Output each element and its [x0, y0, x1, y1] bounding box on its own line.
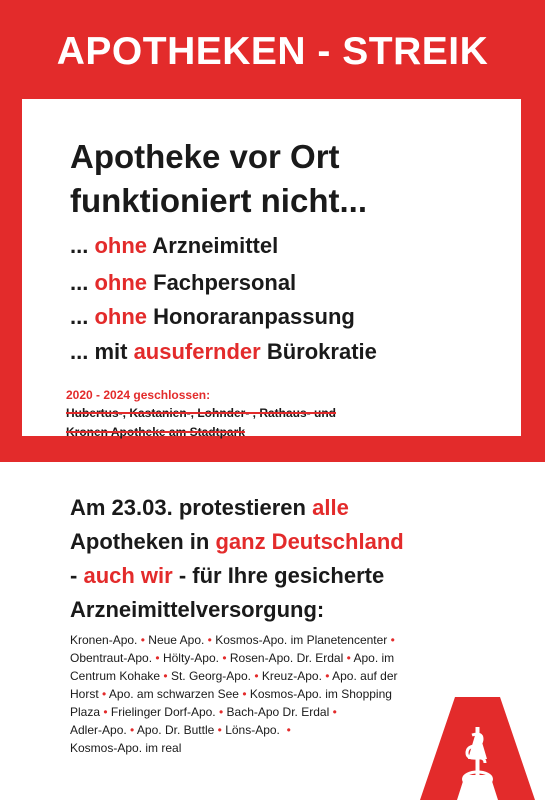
- bullet-item: ... mit ausufernder Bürokratie: [70, 339, 377, 364]
- pharmacy-list-line: Centrum Kohake • St. Georg-Apo. • Kreuz-Apo. • Apo. auf der: [70, 669, 398, 683]
- closed-title: 2020 - 2024 geschlossen:: [66, 388, 211, 402]
- bullet-item: ... ohne Fachpersonal: [70, 270, 297, 295]
- bullet-item: ... ohne Honoraranpassung: [70, 304, 355, 329]
- pharmacy-list-line: Kosmos-Apo. im real: [70, 741, 182, 755]
- bullet-highlight: ohne: [94, 233, 148, 258]
- closed-list-line-2: Kronen Apotheke am Stadtpark: [66, 425, 245, 439]
- pharmacy-list-line: Obentraut-Apo. • Hölty-Apo. • Rosen-Apo. Dr. Erdal • Apo. im: [70, 651, 395, 665]
- headline-line-1: Apotheke vor Ort: [70, 138, 340, 175]
- protest-line-2: Apotheken in ganz Deutschland: [70, 529, 404, 554]
- apotheke-a-logo-icon: [420, 697, 535, 800]
- bullet-highlight: ohne: [94, 304, 148, 329]
- protest-line-1: Am 23.03. protestieren alle: [70, 495, 349, 520]
- protest-line-3: - auch wir - für Ihre gesicherte: [70, 563, 385, 588]
- bullet-item: ... ohne Arzneimittel: [70, 233, 279, 258]
- closed-list-line-1: Hubertus-, Kastanien-, Lohnder- , Rathaus- und: [66, 406, 337, 420]
- pharmacy-list-line: Kronen-Apo. • Neue Apo. • Kosmos-Apo. im Planetencenter •: [70, 633, 395, 647]
- bullet-highlight: ohne: [94, 270, 148, 295]
- headline-line-2: funktioniert nicht...: [70, 182, 367, 219]
- pharmacy-list-line: Plaza • Frielinger Dorf-Apo. • Bach-Apo Dr. Erdal •: [70, 705, 337, 719]
- protest-line-4: Arzneimittelversorgung:: [70, 597, 325, 622]
- pharmacy-list-line: Horst • Apo. am schwarzen See • Kosmos-Apo. im Shopping: [70, 687, 392, 701]
- bullet-highlight: ausufernder: [133, 339, 261, 364]
- page-title: APOTHEKEN - STREIK: [56, 30, 489, 73]
- pharmacy-list-line: Adler-Apo. • Apo. Dr. Buttle • Löns-Apo. •: [70, 723, 291, 737]
- headline: [70, 135, 367, 223]
